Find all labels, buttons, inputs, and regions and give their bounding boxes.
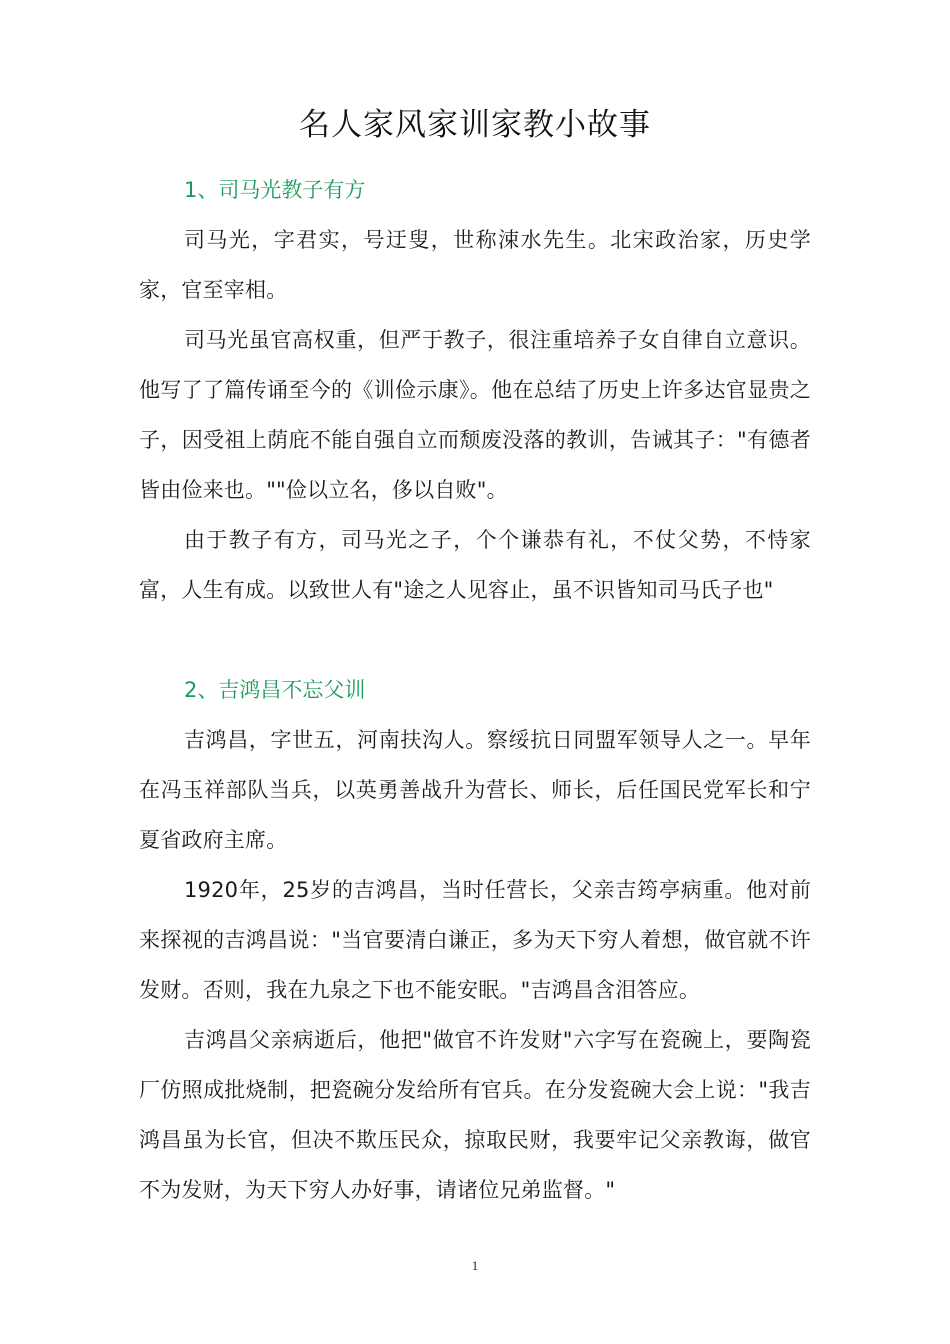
paragraph: 司马光虽官高权重，但严于教子，很注重培养子女自律自立意识。他写了了篇传诵至今的《训俭示康》。他在总结了历史上许多达官显贵之子，因受祖上荫庇不能自强自立而颓废没落的教训，告诫其子："有德者皆由俭来也。""俭以立名，侈以自败"。: [139, 328, 811, 502]
section-2: [139, 665, 811, 1215]
document-body: [139, 165, 811, 1215]
paragraph: 吉鸿昌，字世五，河南扶沟人。察绥抗日同盟军领导人之一。早年在冯玉祥部队当兵，以英勇善战升为营长、师长，后任国民党军长和宁夏省政府主席。: [139, 728, 811, 852]
page-number: 1: [471, 1258, 479, 1273]
section-1: [139, 165, 811, 615]
section-heading: 1、司马光教子有方: [184, 178, 366, 202]
paragraph: 由于教子有方，司马光之子，个个谦恭有礼，不仗父势，不恃家富，人生有成。以致世人有"途之人见容止，虽不识皆知司马氏子也": [139, 528, 811, 602]
paragraph: 司马光，字君实，号迂叟，世称涑水先生。北宋政治家，历史学家，官至宰相。: [139, 228, 811, 302]
paragraph: 吉鸿昌父亲病逝后，他把"做官不许发财"六字写在瓷碗上，要陶瓷厂仿照成批烧制，把瓷碗分发给所有官兵。在分发瓷碗大会上说："我吉鸿昌虽为长官，但决不欺压民众，掠取民财，我要牢记父亲教诲，做官不为发财，为天下穷人办好事，请诸位兄弟监督。": [139, 1028, 811, 1202]
section-spacer: [139, 615, 811, 665]
section-heading: 2、吉鸿昌不忘父训: [184, 678, 366, 702]
paragraph: 1920年，25岁的吉鸿昌，当时任营长，父亲吉筠亭病重。他对前来探视的吉鸿昌说："当官要清白谦正，多为天下穷人着想，做官就不许发财。否则，我在九泉之下也不能安眠。"吉鸿昌含泪答应。: [139, 878, 811, 1002]
document-title: 名人家风家训家教小故事: [299, 107, 651, 143]
